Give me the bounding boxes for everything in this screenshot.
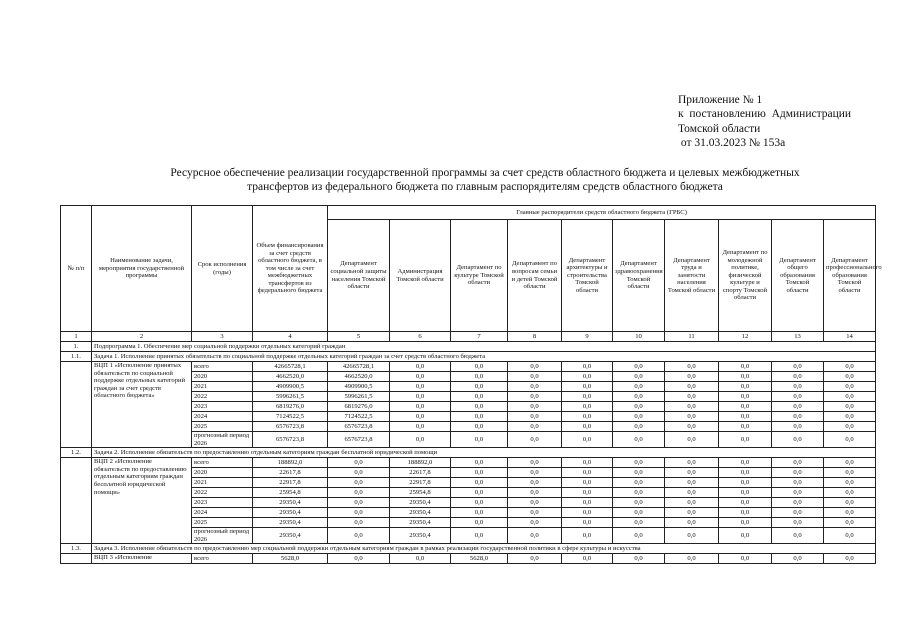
value-cell: 0,0 bbox=[719, 528, 772, 544]
value-cell: 0,0 bbox=[390, 382, 451, 392]
value-cell: 0,0 bbox=[451, 422, 508, 432]
period-cell: 2021 bbox=[192, 478, 253, 488]
value-cell: 0,0 bbox=[562, 372, 613, 382]
header-dept-culture: Департамент по культуре Томской области bbox=[451, 220, 508, 332]
value-cell: 29350,4 bbox=[253, 518, 328, 528]
period-cell: прогнозный период 2026 bbox=[192, 528, 253, 544]
value-cell: 0,0 bbox=[613, 372, 665, 382]
value-cell: 0,0 bbox=[719, 478, 772, 488]
value-cell: 0,0 bbox=[665, 518, 719, 528]
period-cell: всего bbox=[192, 554, 253, 564]
value-cell: 0,0 bbox=[719, 554, 772, 564]
table-row bbox=[61, 554, 876, 564]
subprogram-row bbox=[61, 342, 876, 352]
period-cell: всего bbox=[192, 458, 253, 468]
value-cell: 0,0 bbox=[772, 392, 824, 402]
value-cell: 0,0 bbox=[613, 422, 665, 432]
value-cell: 0,0 bbox=[772, 488, 824, 498]
col-number: 11 bbox=[665, 332, 719, 342]
value-cell: 0,0 bbox=[562, 392, 613, 402]
value-cell: 0,0 bbox=[613, 554, 665, 564]
value-cell: 0,0 bbox=[508, 362, 562, 372]
header-dept-prof-edu: Департамент профессионального образования Томской области bbox=[824, 220, 876, 332]
task-text: Задача 1. Исполнение принятых обязательств по социальной поддержке отдельных категорий граждан за счет средств областного бюджета bbox=[92, 352, 876, 362]
value-cell: 188892,0 bbox=[253, 458, 328, 468]
value-cell: 0,0 bbox=[613, 478, 665, 488]
value-cell: 0,0 bbox=[824, 392, 876, 402]
value-cell: 0,0 bbox=[665, 422, 719, 432]
value-cell: 0,0 bbox=[772, 422, 824, 432]
value-cell: 0,0 bbox=[613, 402, 665, 412]
value-cell: 0,0 bbox=[665, 468, 719, 478]
value-cell: 42665728,1 bbox=[253, 362, 328, 372]
header-dept-family: Департамент по вопросам семьи и детей Томской области bbox=[508, 220, 562, 332]
value-cell: 6576723,8 bbox=[328, 432, 390, 448]
period-cell: 2022 bbox=[192, 488, 253, 498]
value-cell: 0,0 bbox=[665, 478, 719, 488]
value-cell: 0,0 bbox=[665, 458, 719, 468]
col-number: 9 bbox=[562, 332, 613, 342]
value-cell: 0,0 bbox=[451, 498, 508, 508]
task-row bbox=[61, 544, 876, 554]
value-cell: 0,0 bbox=[451, 488, 508, 498]
value-cell: 0,0 bbox=[562, 498, 613, 508]
header-dept-youth: Департамент по молодежной политике, физической культуре и спорту Томской области bbox=[719, 220, 772, 332]
task-text: Задача 3. Исполнение обязательств по предоставлению мер социальной поддержки отдельным категориям граждан в рамках реализации государственной политики в сфере культуры и искусства bbox=[92, 544, 876, 554]
value-cell: 0,0 bbox=[824, 468, 876, 478]
value-cell: 0,0 bbox=[665, 362, 719, 372]
value-cell: 0,0 bbox=[772, 372, 824, 382]
period-cell: 2024 bbox=[192, 508, 253, 518]
value-cell: 0,0 bbox=[824, 498, 876, 508]
value-cell: 0,0 bbox=[508, 528, 562, 544]
value-cell: 0,0 bbox=[508, 372, 562, 382]
header-dept-labor: Департамент труда и занятости населения Томской области bbox=[665, 220, 719, 332]
value-cell: 0,0 bbox=[562, 518, 613, 528]
value-cell: 4662520,0 bbox=[253, 372, 328, 382]
value-cell: 0,0 bbox=[824, 554, 876, 564]
value-cell: 0,0 bbox=[451, 372, 508, 382]
row-blank bbox=[61, 554, 92, 564]
appendix-line-2: к постановлению Администрации bbox=[678, 108, 852, 121]
value-cell: 0,0 bbox=[719, 508, 772, 518]
header-volume: Объем финансирования за счет средств областного бюджета, в том числе за счет межбюджетных трансфертов из федерального бюджета bbox=[253, 206, 328, 332]
value-cell: 0,0 bbox=[613, 518, 665, 528]
value-cell: 0,0 bbox=[719, 468, 772, 478]
value-cell: 0,0 bbox=[508, 392, 562, 402]
value-cell: 0,0 bbox=[824, 528, 876, 544]
value-cell: 0,0 bbox=[719, 402, 772, 412]
title-line-2: трансфертов из федерального бюджета по главным распорядителям средств областного бюджета bbox=[247, 181, 723, 193]
value-cell: 0,0 bbox=[719, 372, 772, 382]
value-cell: 25954,8 bbox=[253, 488, 328, 498]
value-cell: 0,0 bbox=[824, 518, 876, 528]
value-cell: 0,0 bbox=[562, 508, 613, 518]
value-cell: 0,0 bbox=[451, 392, 508, 402]
table-row bbox=[61, 362, 876, 372]
header-num: № п/п bbox=[61, 206, 92, 332]
value-cell: 0,0 bbox=[824, 508, 876, 518]
value-cell: 0,0 bbox=[562, 478, 613, 488]
value-cell: 0,0 bbox=[719, 518, 772, 528]
value-cell: 0,0 bbox=[390, 372, 451, 382]
value-cell: 0,0 bbox=[665, 402, 719, 412]
task-row bbox=[61, 352, 876, 362]
value-cell: 0,0 bbox=[719, 498, 772, 508]
value-cell: 0,0 bbox=[451, 528, 508, 544]
col-number: 12 bbox=[719, 332, 772, 342]
value-cell: 0,0 bbox=[665, 432, 719, 448]
value-cell: 0,0 bbox=[562, 554, 613, 564]
value-cell: 0,0 bbox=[665, 528, 719, 544]
subprogram-num: 1. bbox=[61, 342, 92, 352]
value-cell: 0,0 bbox=[772, 478, 824, 488]
period-cell: 2021 bbox=[192, 382, 253, 392]
value-cell: 6576723,8 bbox=[328, 422, 390, 432]
value-cell: 0,0 bbox=[824, 422, 876, 432]
value-cell: 0,0 bbox=[665, 382, 719, 392]
value-cell: 0,0 bbox=[613, 382, 665, 392]
value-cell: 0,0 bbox=[772, 412, 824, 422]
value-cell: 0,0 bbox=[613, 528, 665, 544]
value-cell: 0,0 bbox=[824, 488, 876, 498]
value-cell: 4909900,5 bbox=[328, 382, 390, 392]
value-cell: 29350,4 bbox=[390, 528, 451, 544]
value-cell: 0,0 bbox=[719, 412, 772, 422]
value-cell: 0,0 bbox=[451, 432, 508, 448]
value-cell: 0,0 bbox=[824, 362, 876, 372]
value-cell: 0,0 bbox=[328, 488, 390, 498]
header-dept-admin: Администрация Томской области bbox=[390, 220, 451, 332]
title-line-1: Ресурсное обеспечение реализации государственной программы за счет средств областного бюджета и целевых межбюджетных bbox=[170, 167, 800, 179]
value-cell: 0,0 bbox=[562, 458, 613, 468]
value-cell: 0,0 bbox=[613, 362, 665, 372]
value-cell: 0,0 bbox=[772, 518, 824, 528]
value-cell: 7124522,5 bbox=[253, 412, 328, 422]
value-cell: 0,0 bbox=[772, 468, 824, 478]
value-cell: 0,0 bbox=[508, 432, 562, 448]
value-cell: 0,0 bbox=[508, 468, 562, 478]
value-cell: 0,0 bbox=[508, 402, 562, 412]
table-row bbox=[61, 458, 876, 468]
document-title bbox=[100, 166, 870, 194]
task-num: 1.1. bbox=[61, 352, 92, 362]
value-cell: 0,0 bbox=[562, 362, 613, 372]
header-grbs: Главные распорядители средств областного бюджета (ГРБС) bbox=[328, 206, 876, 220]
value-cell: 0,0 bbox=[719, 362, 772, 372]
period-cell: 2020 bbox=[192, 468, 253, 478]
header-dept-health: Департамент здравоохранения Томской области bbox=[613, 220, 665, 332]
value-cell: 0,0 bbox=[665, 412, 719, 422]
value-cell: 0,0 bbox=[390, 554, 451, 564]
value-cell: 0,0 bbox=[390, 422, 451, 432]
period-cell: 2025 bbox=[192, 422, 253, 432]
value-cell: 0,0 bbox=[613, 432, 665, 448]
value-cell: 0,0 bbox=[390, 432, 451, 448]
value-cell: 0,0 bbox=[824, 402, 876, 412]
value-cell: 0,0 bbox=[562, 528, 613, 544]
period-cell: 2023 bbox=[192, 402, 253, 412]
value-cell: 0,0 bbox=[328, 518, 390, 528]
value-cell: 0,0 bbox=[562, 432, 613, 448]
col-number: 5 bbox=[328, 332, 390, 342]
period-cell: прогнозный период 2026 bbox=[192, 432, 253, 448]
value-cell: 6819276,0 bbox=[328, 402, 390, 412]
measure-name: ВЦП 2 «Исполнение обязательств по предоставлению отдельным категориям граждан бесплатной юридической помощи» bbox=[92, 458, 192, 544]
task-row bbox=[61, 448, 876, 458]
value-cell: 0,0 bbox=[562, 402, 613, 412]
value-cell: 0,0 bbox=[824, 412, 876, 422]
period-cell: 2020 bbox=[192, 372, 253, 382]
period-cell: 2023 bbox=[192, 498, 253, 508]
row-blank bbox=[61, 362, 92, 448]
period-cell: 2022 bbox=[192, 392, 253, 402]
value-cell: 0,0 bbox=[824, 432, 876, 448]
value-cell: 0,0 bbox=[772, 498, 824, 508]
value-cell: 0,0 bbox=[772, 362, 824, 372]
value-cell: 0,0 bbox=[562, 488, 613, 498]
value-cell: 0,0 bbox=[772, 508, 824, 518]
value-cell: 0,0 bbox=[562, 382, 613, 392]
value-cell: 29350,4 bbox=[390, 518, 451, 528]
value-cell: 4662520,0 bbox=[328, 372, 390, 382]
value-cell: 0,0 bbox=[508, 458, 562, 468]
value-cell: 0,0 bbox=[328, 508, 390, 518]
value-cell: 0,0 bbox=[451, 508, 508, 518]
period-cell: 2024 bbox=[192, 412, 253, 422]
value-cell: 0,0 bbox=[328, 498, 390, 508]
value-cell: 0,0 bbox=[508, 478, 562, 488]
period-cell: 2025 bbox=[192, 518, 253, 528]
value-cell: 0,0 bbox=[824, 478, 876, 488]
value-cell: 22617,8 bbox=[390, 468, 451, 478]
value-cell: 0,0 bbox=[665, 392, 719, 402]
col-number: 6 bbox=[390, 332, 451, 342]
measure-name: ВЦП 1 «Исполнение принятых обязательств по социальной поддержке отдельных категорий граждан за счет средств областного бюджета» bbox=[92, 362, 192, 448]
value-cell: 0,0 bbox=[508, 488, 562, 498]
value-cell: 0,0 bbox=[719, 488, 772, 498]
value-cell: 0,0 bbox=[613, 392, 665, 402]
value-cell: 0,0 bbox=[824, 458, 876, 468]
header-term: Срок исполнения (годы) bbox=[192, 206, 253, 332]
task-num: 1.3. bbox=[61, 544, 92, 554]
value-cell: 0,0 bbox=[451, 518, 508, 528]
value-cell: 0,0 bbox=[562, 422, 613, 432]
value-cell: 0,0 bbox=[772, 458, 824, 468]
value-cell: 0,0 bbox=[665, 372, 719, 382]
value-cell: 0,0 bbox=[508, 554, 562, 564]
value-cell: 0,0 bbox=[508, 422, 562, 432]
measure-name: ВЦП 3 «Исполнение bbox=[92, 554, 192, 564]
value-cell: 0,0 bbox=[390, 362, 451, 372]
col-number: 2 bbox=[92, 332, 192, 342]
header-dept-general-edu: Департамент общего образования Томской области bbox=[772, 220, 824, 332]
value-cell: 0,0 bbox=[562, 412, 613, 422]
value-cell: 29350,4 bbox=[390, 508, 451, 518]
value-cell: 0,0 bbox=[719, 382, 772, 392]
value-cell: 25954,8 bbox=[390, 488, 451, 498]
value-cell: 0,0 bbox=[451, 478, 508, 488]
col-number: 3 bbox=[192, 332, 253, 342]
value-cell: 0,0 bbox=[451, 382, 508, 392]
value-cell: 0,0 bbox=[451, 458, 508, 468]
value-cell: 0,0 bbox=[328, 528, 390, 544]
value-cell: 0,0 bbox=[508, 382, 562, 392]
appendix-block bbox=[678, 93, 851, 150]
value-cell: 0,0 bbox=[390, 402, 451, 412]
col-number: 8 bbox=[508, 332, 562, 342]
value-cell: 29350,4 bbox=[390, 498, 451, 508]
value-cell: 0,0 bbox=[772, 554, 824, 564]
value-cell: 0,0 bbox=[508, 518, 562, 528]
value-cell: 0,0 bbox=[508, 498, 562, 508]
value-cell: 0,0 bbox=[772, 402, 824, 412]
value-cell: 0,0 bbox=[772, 528, 824, 544]
col-number: 7 bbox=[451, 332, 508, 342]
value-cell: 0,0 bbox=[562, 468, 613, 478]
value-cell: 0,0 bbox=[451, 362, 508, 372]
appendix-line-1: Приложение № 1 bbox=[678, 94, 763, 106]
value-cell: 0,0 bbox=[613, 458, 665, 468]
value-cell: 0,0 bbox=[613, 488, 665, 498]
value-cell: 0,0 bbox=[328, 554, 390, 564]
col-number: 10 bbox=[613, 332, 665, 342]
col-number: 14 bbox=[824, 332, 876, 342]
value-cell: 0,0 bbox=[451, 412, 508, 422]
value-cell: 29350,4 bbox=[253, 528, 328, 544]
task-text: Задача 2. Исполнение обязательств по предоставлению отдельным категориям граждан бесплатной юридической помощи bbox=[92, 448, 876, 458]
value-cell: 0,0 bbox=[665, 498, 719, 508]
value-cell: 0,0 bbox=[613, 412, 665, 422]
value-cell: 22617,8 bbox=[253, 468, 328, 478]
value-cell: 5996261,5 bbox=[253, 392, 328, 402]
value-cell: 0,0 bbox=[328, 458, 390, 468]
value-cell: 5996261,5 bbox=[328, 392, 390, 402]
value-cell: 188892,0 bbox=[390, 458, 451, 468]
value-cell: 0,0 bbox=[328, 468, 390, 478]
value-cell: 22917,8 bbox=[390, 478, 451, 488]
value-cell: 0,0 bbox=[390, 392, 451, 402]
period-cell: всего bbox=[192, 362, 253, 372]
value-cell: 0,0 bbox=[613, 498, 665, 508]
value-cell: 0,0 bbox=[665, 488, 719, 498]
value-cell: 0,0 bbox=[613, 508, 665, 518]
appendix-line-4: от 31.03.2023 № 153а bbox=[678, 136, 786, 149]
value-cell: 4909900,5 bbox=[253, 382, 328, 392]
header-dept-architecture: Департамент архитектуры и строительства Томской области bbox=[562, 220, 613, 332]
col-number: 13 bbox=[772, 332, 824, 342]
value-cell: 0,0 bbox=[719, 392, 772, 402]
value-cell: 0,0 bbox=[508, 412, 562, 422]
col-number: 4 bbox=[253, 332, 328, 342]
header-dept-social: Департамент социальной защиты населения Томской области bbox=[328, 220, 390, 332]
value-cell: 0,0 bbox=[719, 432, 772, 448]
value-cell: 42665728,1 bbox=[328, 362, 390, 372]
value-cell: 29350,4 bbox=[253, 508, 328, 518]
value-cell: 0,0 bbox=[451, 402, 508, 412]
value-cell: 0,0 bbox=[772, 432, 824, 448]
value-cell: 0,0 bbox=[719, 458, 772, 468]
value-cell: 6819276,0 bbox=[253, 402, 328, 412]
value-cell: 7124522,5 bbox=[328, 412, 390, 422]
row-blank bbox=[61, 458, 92, 544]
value-cell: 0,0 bbox=[390, 412, 451, 422]
value-cell: 0,0 bbox=[665, 554, 719, 564]
value-cell: 0,0 bbox=[451, 468, 508, 478]
value-cell: 0,0 bbox=[824, 372, 876, 382]
value-cell: 0,0 bbox=[328, 478, 390, 488]
appendix-line-3: Томской области bbox=[678, 122, 761, 135]
value-cell: 0,0 bbox=[824, 382, 876, 392]
value-cell: 6576723,8 bbox=[253, 422, 328, 432]
value-cell: 0,0 bbox=[613, 468, 665, 478]
value-cell: 5628,0 bbox=[451, 554, 508, 564]
col-number: 1 bbox=[61, 332, 92, 342]
value-cell: 29350,4 bbox=[253, 498, 328, 508]
value-cell: 6576723,8 bbox=[253, 432, 328, 448]
subprogram-text: Подпрограмма 1. Обеспечение мер социальной поддержки отдельных категорий граждан bbox=[92, 342, 876, 352]
value-cell: 22917,8 bbox=[253, 478, 328, 488]
value-cell: 0,0 bbox=[665, 508, 719, 518]
header-name: Наименование задачи, мероприятия государственной программы bbox=[92, 206, 192, 332]
column-number-row bbox=[61, 332, 876, 342]
value-cell: 0,0 bbox=[719, 422, 772, 432]
task-num: 1.2. bbox=[61, 448, 92, 458]
resource-table bbox=[60, 205, 882, 564]
value-cell: 0,0 bbox=[508, 508, 562, 518]
value-cell: 0,0 bbox=[772, 382, 824, 392]
value-cell: 5628,0 bbox=[253, 554, 328, 564]
